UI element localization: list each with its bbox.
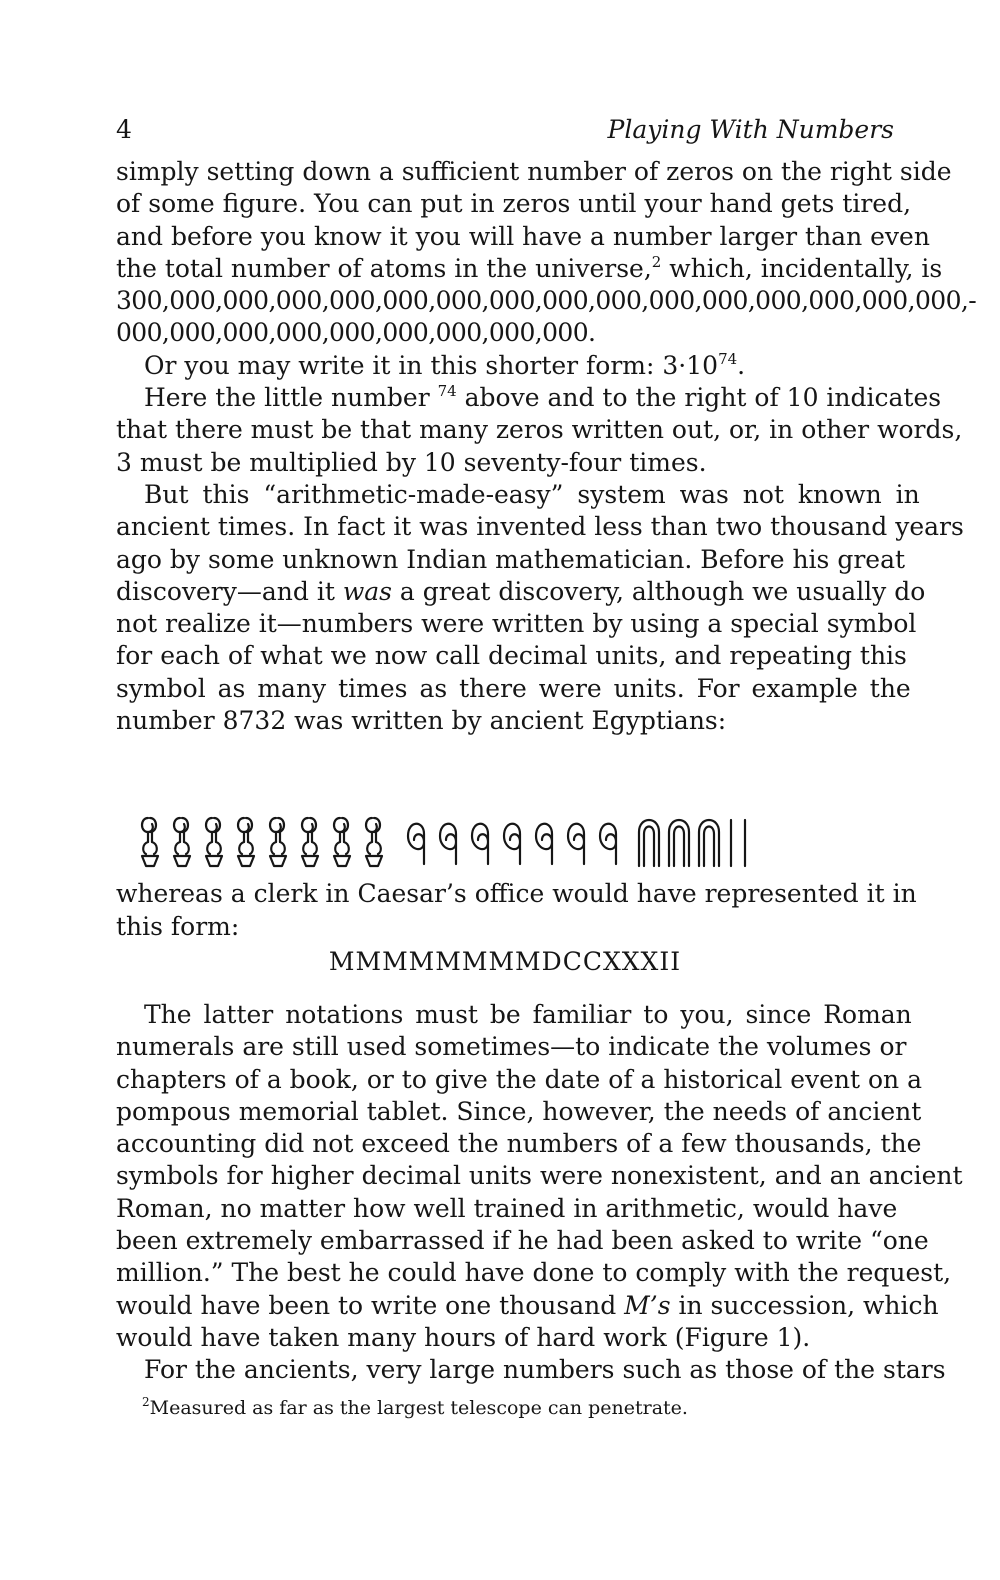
- text-line: the total number of atoms in the universe,$^2$ which, incidentally, is: [116, 252, 943, 283]
- paragraph: [116, 382, 963, 479]
- heel-bone-ten-icon: [636, 814, 662, 870]
- text-line: whereas a clerk in Caesar’s office would have represented it in: [116, 879, 917, 909]
- lotus-thousand-icon: [264, 814, 292, 870]
- lotus-thousand-icon: [232, 814, 260, 870]
- text-line: that there must be that many zeros written out, or, in other words,: [116, 415, 963, 445]
- lotus-thousand-icon: [328, 814, 356, 870]
- egyptian-numeral-8732: [136, 752, 894, 870]
- text-line: For the ancients, very large numbers such as those of the stars: [144, 1355, 946, 1385]
- text-line: number 8732 was written by ancient Egyptians:: [116, 706, 727, 736]
- large-number-line: 300,000,000,000,000,000,000,000,000,000,000,000,000,000,000,000,-: [116, 286, 977, 316]
- exponent: 74: [718, 349, 738, 368]
- page-header: [116, 112, 894, 156]
- text-line: The latter notations must be familiar to you, since Roman: [144, 999, 912, 1029]
- text-line: ago by some unknown Indian mathematician. Before his great: [116, 544, 906, 574]
- text-line: discovery—and it was a great discovery, although we usually do: [116, 576, 926, 606]
- coil-hundred-icon: [466, 814, 494, 870]
- page-body: [116, 156, 977, 1423]
- footnote-marker: 2: [142, 1394, 150, 1409]
- footnote-reference: 2: [651, 252, 662, 271]
- text-line: ancient times. In fact it was invented less than two thousand years: [116, 512, 964, 542]
- lotus-thousand-icon: [200, 814, 228, 870]
- text-line: been extremely embarrassed if he had been asked to write “one: [116, 1226, 929, 1256]
- text-line: Roman, no matter how well trained in arithmetic, would have: [116, 1193, 898, 1223]
- page-number: 4: [116, 115, 132, 144]
- text-line: would have been to write one thousand M’s in succession, which: [116, 1290, 939, 1320]
- text-line: numerals are still used sometimes—to indicate the volumes or: [116, 1032, 907, 1062]
- text-line: Here the little number $^{74}$ above and to the right of 10 indicates: [144, 382, 942, 413]
- text-line: accounting did not exceed the numbers of a few thousands, the: [116, 1129, 922, 1159]
- roman-numeral: MMMMMMMMDCCXXXII: [328, 946, 682, 976]
- lotus-thousand-icon: [296, 814, 324, 870]
- running-title: Playing With Numbers: [607, 115, 894, 144]
- text-line: simply setting down a sufficient number of zeros on the right side: [116, 157, 952, 186]
- text-line: Or you may write it in this shorter form: 3·10: [144, 350, 719, 380]
- text-line: this form:: [116, 911, 240, 941]
- text-line: But this “arithmetic-made-easy” system was not known in: [144, 479, 920, 509]
- heel-bone-ten-icon: [666, 814, 692, 870]
- lotus-thousand-icon: [168, 814, 196, 870]
- paragraph: [116, 479, 964, 737]
- coil-hundred-icon: [562, 814, 590, 870]
- text-line: pompous memorial tablet. Since, however, the needs of ancient: [116, 1096, 922, 1126]
- text-line: for each of what we now call decimal units, and repeating this: [116, 641, 907, 671]
- coil-hundred-icon: [434, 814, 462, 870]
- text-line: and before you know it you will have a number larger than even: [116, 221, 930, 251]
- book-page: [116, 112, 977, 1423]
- lotus-thousand-icon: [360, 814, 388, 870]
- text-line: would have taken many hours of hard work (Figure 1).: [116, 1322, 811, 1352]
- stroke-unit-icon: [726, 814, 736, 870]
- paragraph: [116, 878, 917, 943]
- text-line: of some figure. You can put in zeros until your hand gets tired,: [116, 189, 912, 219]
- paragraph: [116, 999, 963, 1354]
- paragraph: [116, 156, 977, 350]
- footnote-text: Measured as far as the largest telescope can penetrate.: [149, 1396, 688, 1419]
- coil-hundred-icon: [498, 814, 526, 870]
- footnote: [142, 1393, 894, 1423]
- heel-bone-ten-icon: [696, 814, 722, 870]
- lotus-thousand-icon: [136, 814, 164, 870]
- coil-hundred-icon: [594, 814, 622, 870]
- paragraph: Or you may write it in this shorter form: $3\cdot 10^{74}$.: [144, 349, 746, 380]
- exponent: 74: [437, 382, 457, 401]
- coil-hundred-icon: [402, 814, 430, 870]
- text-line: symbols for higher decimal units were nonexistent, and an ancient: [116, 1161, 963, 1191]
- stroke-unit-icon: [740, 814, 750, 870]
- text-line: 3 must be multiplied by 10 seventy-four times.: [116, 447, 707, 477]
- text-line: chapters of a book, or to give the date of a historical event on a: [116, 1064, 923, 1094]
- paragraph: [116, 1354, 946, 1386]
- text-line: million.” The best he could have done to comply with the request,: [116, 1258, 952, 1288]
- large-number-line: 000,000,000,000,000,000,000,000,000.: [116, 318, 596, 348]
- text-line: not realize it—numbers were written by using a special symbol: [116, 609, 917, 639]
- text-line: symbol as many times as there were units. For example the: [116, 673, 911, 703]
- coil-hundred-icon: [530, 814, 558, 870]
